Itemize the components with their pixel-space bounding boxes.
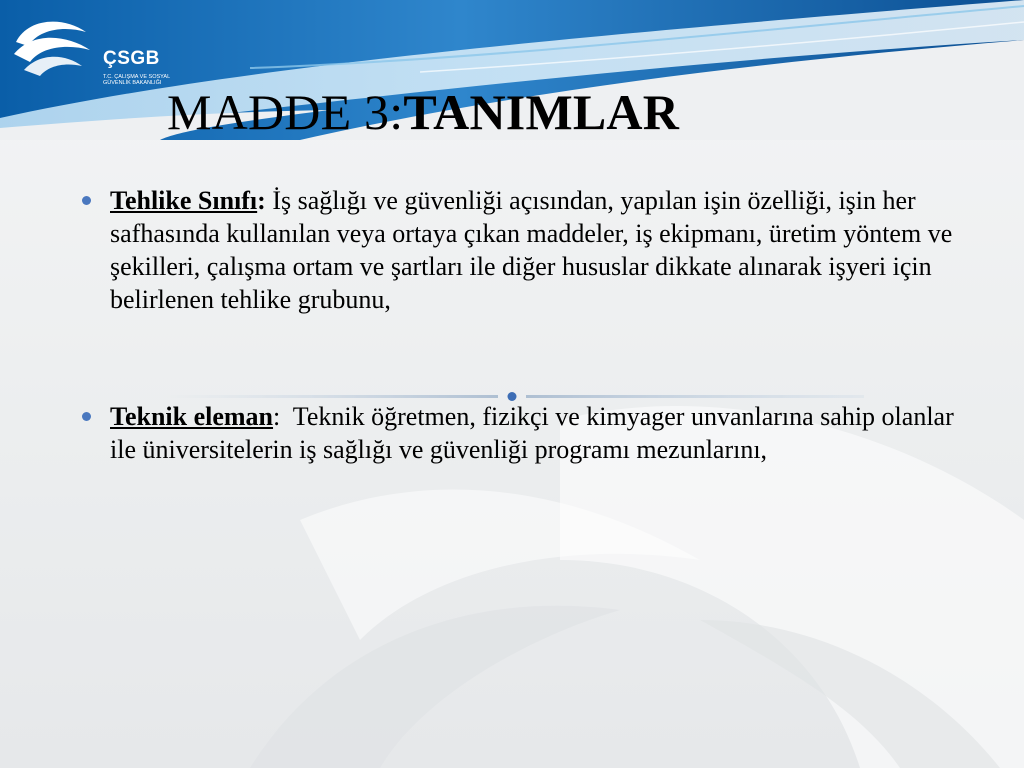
csgb-logo	[8, 10, 178, 90]
bullet-term: Teknik eleman	[110, 402, 274, 431]
bullet-item-teknik-eleman	[80, 400, 970, 466]
divider	[160, 387, 864, 407]
bullet-item-tehlike-sinifi	[80, 184, 970, 316]
slide-title	[167, 80, 679, 144]
title-main: TANIMLAR	[403, 84, 680, 140]
title-prefix: MADDE 3:	[167, 84, 404, 140]
bullet-list	[80, 184, 970, 466]
bullet-dot-icon	[82, 412, 91, 421]
bullet-text: İş sağlığı ve güvenliği açısından, yapılan işin özelliği, işin her safhasında kullanılan veya ortaya çıkan maddeler, iş ekipmanı, üretim yöntem ve şekilleri, çalışma ortam ve şartları ile diğer hususlar dikkate alınarak işyeri için belirlenen tehlike grubunu,	[110, 186, 953, 314]
bullet-dot-icon	[82, 196, 91, 205]
bullet-separator: :	[273, 402, 293, 431]
bullet-text: Teknik öğretmen, fizikçi ve kimyager unvanlarına sahip olanlar ile üniversitelerin iş sağlığı ve güvenliği programı mezunlarını,	[110, 402, 954, 464]
bullet-term: Tehlike Sınıfı	[110, 186, 258, 215]
logo-subtitle: T.C. ÇALIŞMA VE SOSYAL GÜVENLİK BAKANLIĞI	[103, 74, 170, 86]
logo-mark-icon	[8, 10, 98, 90]
logo-name: ÇSGB	[103, 48, 160, 69]
bullet-separator: :	[257, 186, 273, 215]
